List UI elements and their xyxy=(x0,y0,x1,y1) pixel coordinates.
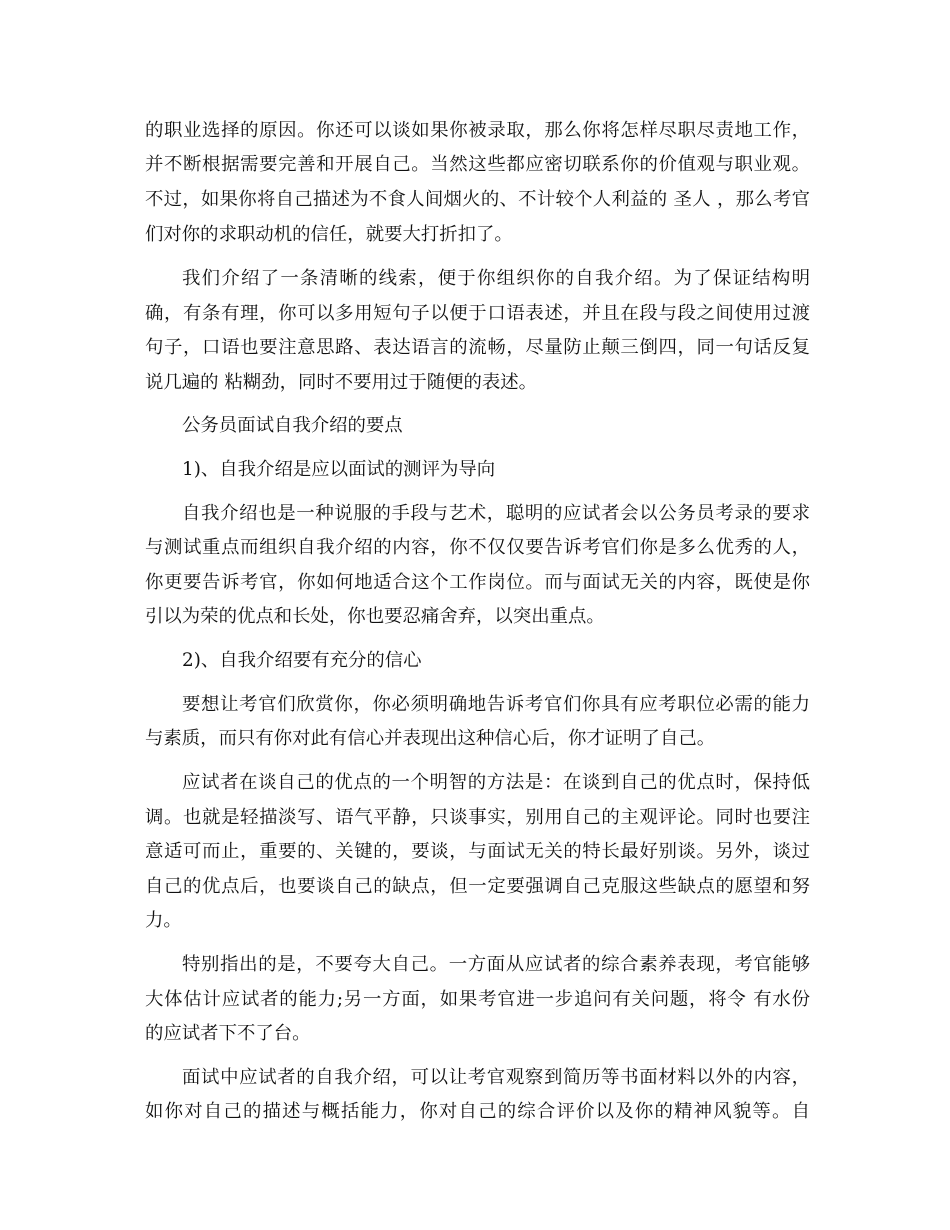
section-heading: 公务员面试自我介绍的要点 xyxy=(182,415,403,436)
text-line: 句子，口语也要注意思路、表达语言的流畅，尽量防止颠三倒四，同一句话反复 xyxy=(145,337,810,358)
text-line: 并不断根据需要完善和开展自己。当然这些都应密切联系你的价值观与职业观。 xyxy=(145,154,810,175)
text-line: 的职业选择的原因。你还可以谈如果你被录取，那么你将怎样尽职尽责地工作， xyxy=(145,120,810,141)
text-line: 面试中应试者的自我介绍，可以让考官观察到简历等书面材料以外的内容， xyxy=(182,1067,810,1088)
text-line: 确，有条有理，你可以多用短句子以便于口语表述，并且在段与段之间使用过渡 xyxy=(145,303,810,324)
text-line: 调。也就是轻描淡写、语气平静，只谈事实，别用自己的主观评论。同时也要注 xyxy=(145,807,810,828)
text-line: 不过，如果你将自己描述为不食人间烟火的、不计较个人利益的 圣人 ，那么考官 xyxy=(145,189,810,210)
text-line: 与测试重点而组织自我介绍的内容，你不仅仅要告诉考官们你是多么优秀的人， xyxy=(145,537,810,558)
text-line: 的应试者下不了台。 xyxy=(145,1023,311,1044)
subsection-heading: 2)、自我介绍要有充分的信心 xyxy=(182,650,422,671)
text-line: 我们介绍了一条清晰的线索，便于你组织你的自我介绍。为了保证结构明 xyxy=(182,268,810,289)
text-line: 你更要告诉考官，你如何地适合这个工作岗位。而与面试无关的内容，既使是你 xyxy=(145,572,810,593)
text-line: 说几遍的 粘糊劲，同时不要用过于随便的表述。 xyxy=(145,372,538,393)
text-line: 自我介绍也是一种说服的手段与艺术，聪明的应试者会以公务员考录的要求 xyxy=(182,503,810,524)
text-line: 意适可而止，重要的、关键的，要谈，与面试无关的特长最好别谈。另外，谈过 xyxy=(145,841,810,862)
text-line: 要想让考官们欣赏你，你必须明确地告诉考官们你具有应考职位必需的能力 xyxy=(182,694,810,715)
text-line: 如你对自己的描述与概括能力，你对自己的综合评价以及你的精神风貌等。自 xyxy=(145,1101,810,1122)
text-line: 们对你的求职动机的信任，就要大打折扣了。 xyxy=(145,224,513,245)
text-line: 特别指出的是，不要夸大自己。一方面从应试者的综合素养表现，考官能够 xyxy=(182,954,810,975)
text-line: 大体估计应试者的能力;另一方面，如果考官进一步追问有关问题，将令 有水份 xyxy=(145,989,810,1010)
text-line: 力。 xyxy=(145,910,182,931)
text-line: 自己的优点后，也要谈自己的缺点，但一定要强调自己克服这些缺点的愿望和努 xyxy=(145,876,810,897)
subsection-heading: 1)、自我介绍是应以面试的测评为导向 xyxy=(182,459,496,480)
text-line: 引以为荣的优点和长处，你也要忍痛舍弃，以突出重点。 xyxy=(145,606,605,627)
text-line: 与素质，而只有你对此有信心并表现出这种信心后，你才证明了自己。 xyxy=(145,728,716,749)
text-line: 应试者在谈自己的优点的一个明智的方法是：在谈到自己的优点时，保持低 xyxy=(182,772,810,793)
